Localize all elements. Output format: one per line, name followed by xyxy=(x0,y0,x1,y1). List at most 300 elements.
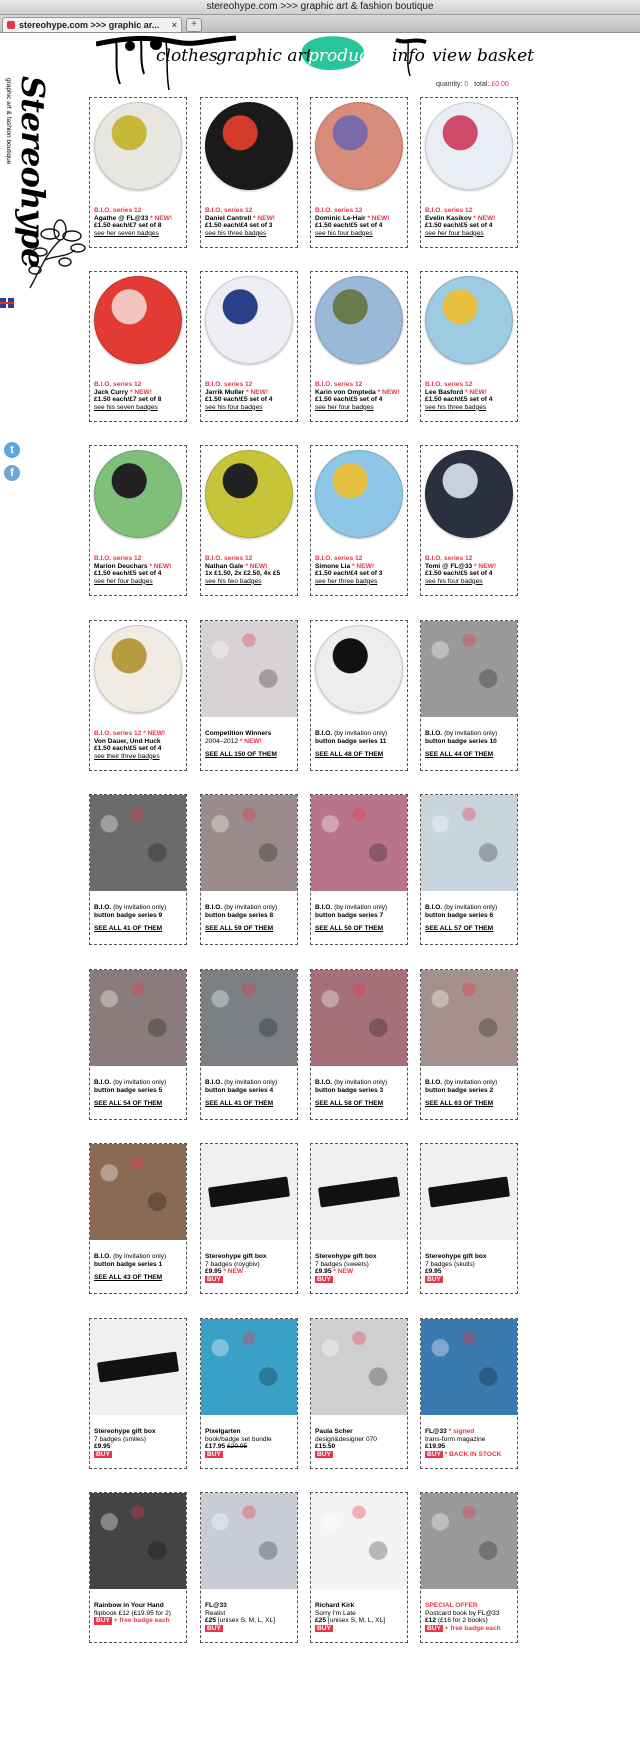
info-line xyxy=(94,381,186,389)
product-card[interactable] xyxy=(200,620,298,771)
product-name: button badge series 7 xyxy=(315,911,384,919)
product-image[interactable] xyxy=(90,1319,186,1415)
product-info xyxy=(315,381,407,411)
product-name: Pixelgarten xyxy=(205,1428,241,1435)
info-line xyxy=(315,222,407,230)
product-name: Simone Lia xyxy=(315,562,351,570)
main-nav xyxy=(0,40,640,80)
product-info xyxy=(315,207,407,237)
see-all-link[interactable]: SEE ALL 50 OF THEM xyxy=(315,925,384,933)
product-name: Stereohype gift box xyxy=(315,1253,377,1260)
info-line xyxy=(94,207,186,215)
price-text: £1.50 each/£4 set of 3 xyxy=(315,570,383,578)
nav-info[interactable]: info xyxy=(392,46,425,66)
price-text: 1x £1.50, 2x £2.50, 4x £5 xyxy=(205,570,281,578)
product-image[interactable] xyxy=(201,795,297,891)
product-image[interactable] xyxy=(421,795,517,891)
product-image[interactable] xyxy=(201,1144,297,1240)
product-card[interactable] xyxy=(420,1318,518,1469)
info-line xyxy=(94,396,186,404)
product-image[interactable] xyxy=(90,1493,186,1589)
product-name: button badge series 1 xyxy=(94,1260,163,1268)
product-card[interactable] xyxy=(200,794,298,945)
product-card[interactable] xyxy=(89,969,187,1120)
product-info xyxy=(205,207,297,237)
series-label: B.I.O. series 12 xyxy=(94,730,142,737)
see-all-link[interactable]: SEE ALL 43 OF THEM xyxy=(94,1274,163,1282)
product-info xyxy=(425,1428,517,1458)
badge-image[interactable] xyxy=(205,450,293,538)
info-line xyxy=(315,730,407,738)
product-info xyxy=(315,1253,407,1283)
product-info xyxy=(94,904,186,933)
series-note: (by invitation only) xyxy=(444,730,498,737)
product-card[interactable] xyxy=(200,271,298,422)
series-label: B.I.O. series 12 xyxy=(425,381,473,388)
product-image[interactable] xyxy=(311,970,407,1066)
info-line xyxy=(205,389,297,397)
new-badge: * NEW! xyxy=(464,388,487,396)
product-info xyxy=(94,1079,186,1108)
see-badges-link[interactable]: see his four badges xyxy=(425,577,483,585)
see-all-link[interactable]: SEE ALL 59 OF THEM xyxy=(205,925,274,933)
badge-image[interactable] xyxy=(315,625,403,713)
series-label: B.I.O. series 12 xyxy=(425,555,473,562)
info-line xyxy=(315,1268,407,1276)
info-line xyxy=(205,555,297,563)
info-line xyxy=(205,1261,297,1269)
info-line xyxy=(205,215,297,223)
badge-image[interactable] xyxy=(425,450,513,538)
badge-image[interactable] xyxy=(94,102,182,190)
price-text: £1.50 each/£5 set of 4 xyxy=(205,396,273,404)
buy-button[interactable]: BUY xyxy=(317,1275,331,1283)
badge-image[interactable] xyxy=(205,102,293,190)
info-line xyxy=(315,1261,407,1269)
product-card[interactable] xyxy=(89,271,187,422)
info-line xyxy=(425,1610,517,1618)
series-label: B.I.O. series 12 xyxy=(94,381,142,388)
product-card[interactable] xyxy=(310,1492,408,1643)
see-all-link[interactable]: SEE ALL 63 OF THEM xyxy=(425,1100,494,1108)
product-card[interactable] xyxy=(310,620,408,771)
price-text: £1.50 each/£5 set of 4 xyxy=(425,396,493,404)
product-info xyxy=(425,1079,517,1108)
price-text: £1.50 each/£5 set of 4 xyxy=(315,222,383,230)
product-info xyxy=(315,730,407,759)
product-name: Nathan Gale xyxy=(205,562,244,570)
buy-button[interactable]: BUY xyxy=(427,1624,441,1632)
product-description: Realist xyxy=(205,1609,226,1617)
product-card[interactable] xyxy=(89,1143,187,1294)
info-line xyxy=(94,1443,186,1451)
price-text: £1.50 each/£5 set of 4 xyxy=(94,570,162,578)
new-badge: * NEW! xyxy=(143,730,166,737)
price-text: £12 xyxy=(425,1617,437,1625)
buy-button[interactable]: BUY xyxy=(317,1624,331,1632)
badge-image[interactable] xyxy=(425,276,513,364)
see-all-link[interactable]: SEE ALL 57 OF THEM xyxy=(425,925,494,933)
see-all-link[interactable]: SEE ALL 48 OF THEM xyxy=(315,751,384,759)
series-label: B.I.O. xyxy=(315,1079,333,1086)
badge-image[interactable] xyxy=(315,102,403,190)
see-badges-link[interactable]: see his two badges xyxy=(205,577,262,585)
product-name: Daniel Cantrell xyxy=(205,214,252,222)
buy-button[interactable]: BUY xyxy=(96,1617,110,1625)
info-line xyxy=(425,912,517,920)
product-description: book/badge set bundle xyxy=(205,1435,272,1443)
product-card[interactable] xyxy=(200,969,298,1120)
badge-image[interactable] xyxy=(205,276,293,364)
product-image[interactable] xyxy=(201,970,297,1066)
info-line xyxy=(425,1253,517,1261)
tab-title: stereohype.com >>> graphic ar... xyxy=(19,20,160,30)
see-all-link[interactable]: SEE ALL 58 OF THEM xyxy=(315,1100,384,1108)
product-card[interactable] xyxy=(420,1143,518,1294)
product-name: Dominic Le-Hair xyxy=(315,214,366,222)
info-line xyxy=(315,215,407,223)
info-line xyxy=(94,555,186,563)
product-card[interactable] xyxy=(310,97,408,248)
info-line xyxy=(94,1617,186,1625)
logo-text: Stereohype xyxy=(14,76,52,268)
gift-box-graphic xyxy=(428,1177,510,1208)
info-line xyxy=(205,1087,297,1095)
see-all-link[interactable]: SEE ALL 41 OF THEM xyxy=(205,1100,274,1108)
see-badges-link[interactable]: see his four badges xyxy=(315,229,373,237)
window-title: stereohype.com >>> graphic art & fashion boutique xyxy=(0,0,640,15)
product-image[interactable] xyxy=(421,1493,517,1589)
product-info xyxy=(315,904,407,933)
info-line xyxy=(315,389,407,397)
price-text: £9.95 xyxy=(205,1268,222,1276)
product-name: button badge series 2 xyxy=(425,1086,494,1094)
info-line xyxy=(205,222,297,230)
info-line xyxy=(315,563,407,571)
info-line xyxy=(315,570,407,578)
product-info xyxy=(205,730,297,759)
buy-button[interactable]: BUY xyxy=(207,1450,221,1458)
product-image[interactable] xyxy=(421,1319,517,1415)
product-name: button badge series 5 xyxy=(94,1086,163,1094)
series-label: B.I.O. xyxy=(94,904,112,911)
new-badge: * NEW! xyxy=(246,388,269,396)
series-label: B.I.O. series 12 xyxy=(315,381,363,388)
info-line xyxy=(425,381,517,389)
price-text: £1.50 each/£4 set of 3 xyxy=(205,222,273,230)
product-info xyxy=(315,1602,407,1632)
price-text: £25 xyxy=(205,1617,217,1625)
product-card[interactable] xyxy=(200,445,298,596)
offer-note: + free badge each xyxy=(113,1617,170,1625)
product-image[interactable] xyxy=(201,1319,297,1415)
product-name: button badge series 3 xyxy=(315,1086,384,1094)
product-card[interactable] xyxy=(89,445,187,596)
info-line xyxy=(205,1610,297,1618)
new-badge: * NEW! xyxy=(473,214,496,222)
product-image[interactable] xyxy=(90,1144,186,1240)
badge-image[interactable] xyxy=(94,625,182,713)
product-card[interactable] xyxy=(420,1492,518,1643)
info-line xyxy=(205,207,297,215)
info-line xyxy=(425,1079,517,1087)
see-badges-link[interactable]: see her three badges xyxy=(315,577,378,585)
series-note: (by invitation only) xyxy=(113,1079,167,1086)
info-line xyxy=(94,222,186,230)
product-image[interactable] xyxy=(421,621,517,717)
info-line xyxy=(205,563,297,571)
product-name: Von Dauer, Und Huck xyxy=(94,737,161,745)
product-name: Stereohype gift box xyxy=(94,1428,156,1435)
nav-graphic-art[interactable]: graphic art xyxy=(216,46,313,66)
product-card[interactable] xyxy=(89,794,187,945)
info-line xyxy=(205,1268,297,1276)
price-text: £15.50 xyxy=(315,1443,336,1451)
product-description: 7 badges (roygbiv) xyxy=(205,1260,260,1268)
info-line xyxy=(425,1268,517,1276)
uk-flag-icon[interactable] xyxy=(0,298,14,308)
info-line xyxy=(94,730,186,738)
product-image[interactable] xyxy=(311,1144,407,1240)
info-line xyxy=(94,1428,186,1436)
product-image[interactable] xyxy=(311,795,407,891)
info-line xyxy=(425,222,517,230)
info-line xyxy=(205,396,297,404)
product-image[interactable] xyxy=(90,970,186,1066)
series-label: B.I.O. series 12 xyxy=(205,207,253,214)
info-line xyxy=(315,1610,407,1618)
see-all-link[interactable]: SEE ALL 54 OF THEM xyxy=(94,1100,163,1108)
info-line xyxy=(94,745,186,753)
nav-view-basket[interactable]: view basket xyxy=(432,46,534,66)
info-line xyxy=(315,396,407,404)
badge-image[interactable] xyxy=(94,450,182,538)
product-description: 7 badges (smiles) xyxy=(94,1435,147,1443)
info-line xyxy=(94,563,186,571)
sizes-text: [unisex S, M, L, XL] xyxy=(327,1617,386,1625)
buy-button[interactable]: BUY xyxy=(207,1275,221,1283)
total-value: £0.00 xyxy=(491,81,509,88)
see-badges-link[interactable]: see her four badges xyxy=(425,229,484,237)
info-line xyxy=(425,563,517,571)
product-name: button badge series 4 xyxy=(205,1086,274,1094)
info-line xyxy=(205,381,297,389)
see-badges-link[interactable]: see his four badges xyxy=(205,403,263,411)
product-image[interactable] xyxy=(90,795,186,891)
price-text: £25 xyxy=(315,1617,327,1625)
see-badges-link[interactable]: see their three badges xyxy=(94,752,160,760)
product-card[interactable] xyxy=(200,1318,298,1469)
product-card[interactable] xyxy=(420,794,518,945)
info-line xyxy=(94,215,186,223)
product-card[interactable] xyxy=(420,271,518,422)
buy-button[interactable]: BUY xyxy=(427,1450,441,1458)
badge-image[interactable] xyxy=(94,276,182,364)
product-card[interactable] xyxy=(420,445,518,596)
product-card[interactable] xyxy=(200,1143,298,1294)
favicon-icon xyxy=(7,21,15,29)
product-info xyxy=(205,555,297,585)
info-line xyxy=(205,904,297,912)
see-badges-link[interactable]: see her four badges xyxy=(315,403,374,411)
browser-tab[interactable] xyxy=(2,17,182,32)
info-line xyxy=(205,1276,297,1284)
product-image[interactable] xyxy=(421,970,517,1066)
price-text: £1.50 each/£5 set of 4 xyxy=(315,396,383,404)
product-info xyxy=(94,1602,186,1625)
price-text: £17.95 xyxy=(205,1443,226,1451)
series-note: (by invitation only) xyxy=(444,1079,498,1086)
info-line xyxy=(425,555,517,563)
product-card[interactable] xyxy=(89,620,187,771)
series-note: (by invitation only) xyxy=(334,730,388,737)
series-label: B.I.O. xyxy=(205,1079,223,1086)
series-note: (by invitation only) xyxy=(224,904,278,911)
product-name: Marion Deuchars xyxy=(94,562,148,570)
info-line xyxy=(425,389,517,397)
see-all-link[interactable]: SEE ALL 41 OF THEM xyxy=(94,925,163,933)
product-name: Stereohype gift box xyxy=(425,1253,487,1260)
product-image[interactable] xyxy=(311,1319,407,1415)
info-line xyxy=(425,1602,517,1610)
info-line xyxy=(315,1617,407,1625)
product-card[interactable] xyxy=(310,445,408,596)
series-label: B.I.O. series 12 xyxy=(94,207,142,214)
series-label: B.I.O. xyxy=(94,1079,112,1086)
series-label: B.I.O. xyxy=(425,730,443,737)
product-description: trans-form magazine xyxy=(425,1435,486,1443)
info-line xyxy=(425,1451,517,1459)
buy-button[interactable]: BUY xyxy=(96,1450,110,1458)
old-price: £20.95 xyxy=(227,1443,248,1451)
info-line xyxy=(205,570,297,578)
info-line xyxy=(205,912,297,920)
info-line xyxy=(205,1079,297,1087)
product-info xyxy=(205,381,297,411)
nav-clothes[interactable]: clothes xyxy=(156,46,218,66)
product-image[interactable] xyxy=(421,1144,517,1240)
product-info xyxy=(205,1428,297,1458)
info-line xyxy=(94,1087,186,1095)
new-tab-button[interactable]: + xyxy=(186,18,202,32)
product-name: Rainbow in Your Hand xyxy=(94,1602,164,1609)
quantity-label: quantity: xyxy=(436,81,463,88)
facebook-icon[interactable]: f xyxy=(4,465,20,481)
info-line xyxy=(425,1276,517,1284)
product-card[interactable] xyxy=(200,97,298,248)
offer-note: + free badge each xyxy=(444,1624,501,1632)
see-badges-link[interactable]: see his seven badges xyxy=(94,403,158,411)
product-info xyxy=(94,1428,186,1458)
series-label: B.I.O. series 12 xyxy=(425,207,473,214)
info-line xyxy=(315,1451,407,1459)
price-text: £19.95 xyxy=(425,1443,446,1451)
series-label: B.I.O. xyxy=(315,730,333,737)
product-card[interactable] xyxy=(89,1318,187,1469)
see-badges-link[interactable]: see her four badges xyxy=(94,577,153,585)
offer-note: * BACK IN STOCK xyxy=(444,1450,502,1458)
close-tab-icon[interactable]: × xyxy=(171,20,177,30)
series-label: B.I.O. xyxy=(205,904,223,911)
see-badges-link[interactable]: see her seven badges xyxy=(94,229,159,237)
info-line xyxy=(205,730,297,738)
see-all-link[interactable]: SEE ALL 150 OF THEM xyxy=(205,751,277,759)
product-dates: 2004–2012 xyxy=(205,737,239,745)
product-card[interactable] xyxy=(420,969,518,1120)
info-line xyxy=(315,912,407,920)
product-card[interactable] xyxy=(310,969,408,1120)
new-badge: * NEW! xyxy=(149,562,172,570)
price-text: £1.50 each/£5 set of 4 xyxy=(425,222,493,230)
product-info xyxy=(315,1428,407,1458)
badge-image[interactable] xyxy=(315,450,403,538)
see-all-link[interactable]: SEE ALL 44 OF THEM xyxy=(425,751,494,759)
info-line xyxy=(315,1276,407,1284)
product-card[interactable] xyxy=(310,794,408,945)
nav-products[interactable]: products xyxy=(308,46,385,66)
product-info xyxy=(205,1253,297,1283)
product-info xyxy=(94,207,186,237)
tab-bar xyxy=(0,15,640,33)
info-line xyxy=(425,904,517,912)
twitter-icon[interactable]: t xyxy=(4,442,20,458)
new-badge: * NEW xyxy=(333,1268,354,1276)
info-line xyxy=(425,1261,517,1269)
special-offer-label: SPECIAL OFFER xyxy=(425,1602,478,1609)
info-line xyxy=(205,1436,297,1444)
product-image[interactable] xyxy=(311,1493,407,1589)
product-name: Paula Scher xyxy=(315,1428,353,1435)
info-line xyxy=(94,904,186,912)
buy-button[interactable]: BUY xyxy=(427,1275,441,1283)
product-card[interactable] xyxy=(310,271,408,422)
info-line xyxy=(315,555,407,563)
product-card[interactable] xyxy=(310,1143,408,1294)
product-info xyxy=(94,555,186,585)
series-label: B.I.O. xyxy=(94,1253,112,1260)
product-info xyxy=(425,555,517,585)
product-image[interactable] xyxy=(201,621,297,717)
product-info xyxy=(315,555,407,585)
product-image[interactable] xyxy=(201,1493,297,1589)
price-text: £1.50 each/£7 set of 8 xyxy=(94,222,162,230)
see-badges-link[interactable]: see his three badges xyxy=(205,229,267,237)
price-text: £9.95 xyxy=(94,1443,111,1451)
see-badges-link[interactable]: see his three badges xyxy=(425,403,487,411)
new-badge: * NEW! xyxy=(352,562,375,570)
buy-button[interactable]: BUY xyxy=(207,1624,221,1632)
product-card[interactable] xyxy=(89,97,187,248)
product-card[interactable] xyxy=(200,1492,298,1643)
badge-image[interactable] xyxy=(425,102,513,190)
product-info xyxy=(94,730,186,760)
price-text: £9.95 xyxy=(425,1268,442,1276)
product-info xyxy=(205,1602,297,1632)
info-line xyxy=(425,1428,517,1436)
series-label: B.I.O. series 12 xyxy=(315,555,363,562)
series-label: B.I.O. series 12 xyxy=(315,207,363,214)
buy-button[interactable]: BUY xyxy=(317,1450,331,1458)
info-line xyxy=(94,1602,186,1610)
product-card[interactable] xyxy=(420,620,518,771)
badge-image[interactable] xyxy=(315,276,403,364)
gift-box-graphic xyxy=(97,1352,179,1383)
series-label: Competition Winners xyxy=(205,730,272,737)
info-line xyxy=(94,570,186,578)
product-card[interactable] xyxy=(310,1318,408,1469)
product-card[interactable] xyxy=(420,97,518,248)
product-card[interactable] xyxy=(89,1492,187,1643)
